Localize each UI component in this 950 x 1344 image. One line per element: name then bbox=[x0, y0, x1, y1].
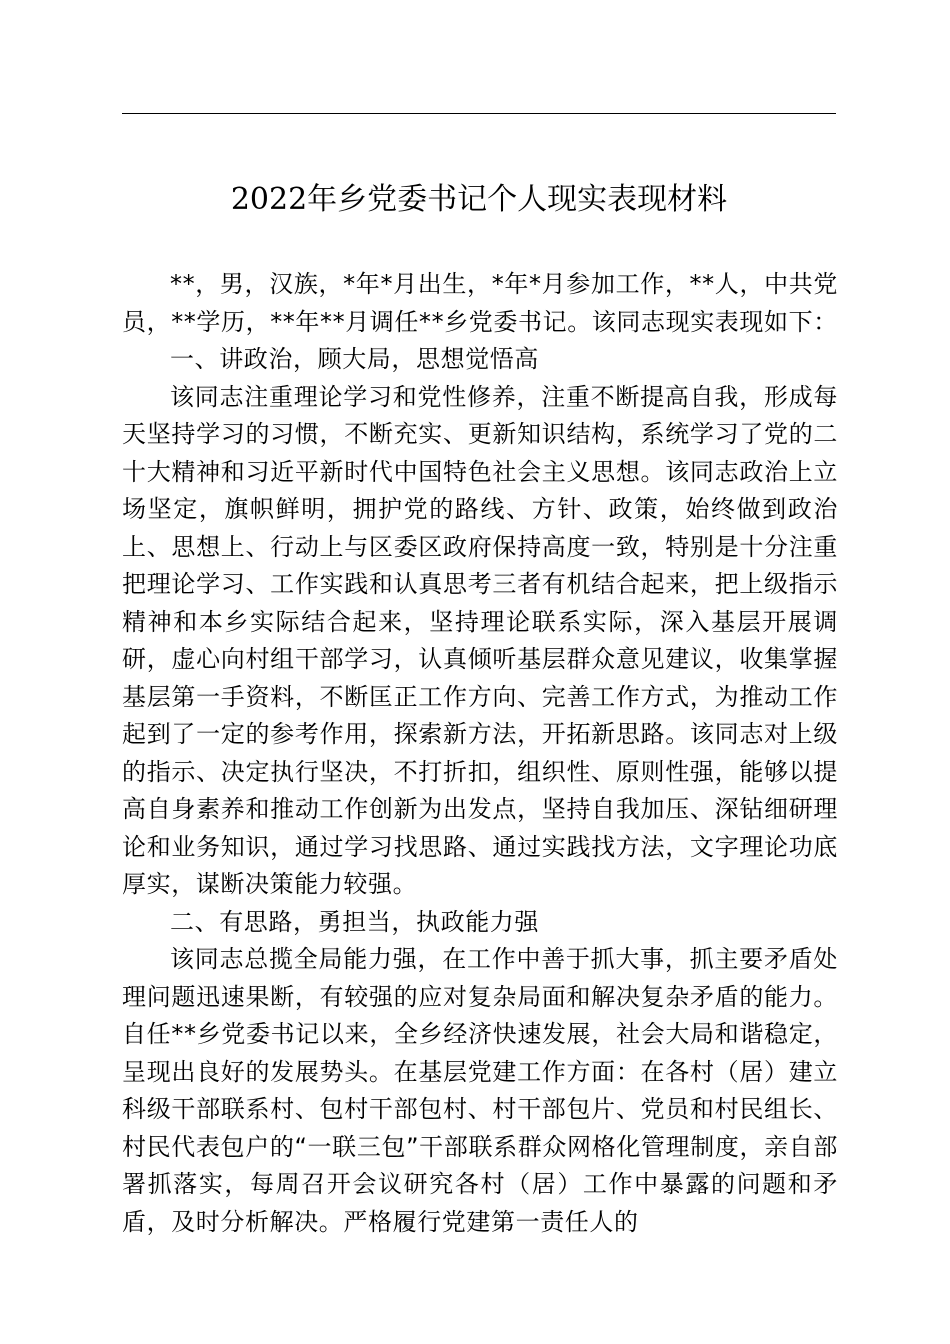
header-rule bbox=[122, 113, 836, 114]
document-title: 2022年乡党委书记个人现实表现材料 bbox=[230, 182, 728, 217]
section-heading-2: 二、有思路，勇担当，执政能力强 bbox=[170, 907, 539, 936]
intro-paragraph: **，男，汉族，*年*月出生，*年*月参加工作，**人，中共党员，**学历，**年**月调任**乡党委书记。该同志现实表现如下： bbox=[122, 270, 838, 336]
section-heading-1: 一、讲政治，顾大局，思想觉悟高 bbox=[170, 345, 539, 373]
section-paragraph-1: 该同志注重理论学习和党性修养，注重不断提高自我，形成每天坚持学习的习惯，不断充实、更新知识结构，系统学习了党的二十大精神和习近平新时代中国特色社会主义思想。该同志政治上立场坚定，旗帜鲜明，拥护党的路线、方针、政策，始终做到政治上、思想上、行动上与区委区政府保持高度一致，特别是十分注重把理论学习、工作实践和认真思考三者有机结合起来，把上级指示精神和本乡实际结合起来，坚持理论联系实际，深入基层开展调研，虚心向村组干部学习，认真倾听基层群众意见建议，收集掌握基层第一手资料，不断匡正工作方向、完善工作方式，为推动工作起到了一定的参考作用，探索新方法，开拓新思路。该同志对上级的指示、决定执行坚决，不打折扣，组织性、原则性强，能够以提高自身素养和推动工作创新为出发点，坚持自我加压、深钻细研理论和业务知识，通过学习找思路、通过实践找方法，文字理论功底厚实，谋断决策能力较强。 bbox=[122, 382, 838, 898]
document-body bbox=[122, 266, 838, 1241]
section-paragraph-2: 该同志总揽全局能力强，在工作中善于抓大事，抓主要矛盾处理问题迅速果断，有较强的应对复杂局面和解决复杂矛盾的能力。自任**乡党委书记以来，全乡经济快速发展，社会大局和谐稳定，呈现出良好的发展势头。在基层党建工作方面：在各村（居）建立科级干部联系村、包村干部包村、村干部包片、党员和村民组长、村民代表包户的“一联三包”干部联系群众网格化管理制度，亲自部署抓落实，每周召开会议研究各村（居）工作中暴露的问题和矛盾，及时分析解决。严格履行党建第一责任人的 bbox=[122, 945, 838, 1236]
